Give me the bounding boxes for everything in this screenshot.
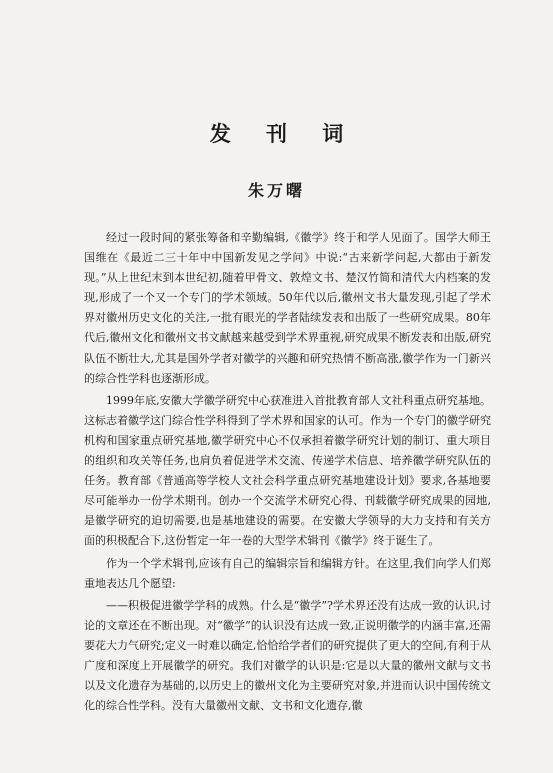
page-title: 发 刊 词 xyxy=(209,121,358,146)
paragraph-2: 1999年底,安徽大学徽学研究中心获准进入首批教育部人文社科重点研究基地。这标志着徽学这门综合性学科得到了学术界和国家的认可。作为一个专门的徽学研究机构和国家重点研究基地,徽学研究中心不仅承担着徽学研究计划的制订、重大项目的组织和攻关等任务,也肩负着促进学术交流、传递学术信息、培养徽学研究队伍的任务。教育部《普通高等学校人文社会科学重点研究基地建设计划》要求,各基地要尽可能举办一份学术期刊。创办一个交流学术研究心得、刊载徽学研究成果的园地,是徽学研究的迫切需要,也是基地建设的需要。在安徽大学领导的大力支持和有关方面的积极配合下,这份暂定一年一卷的大型学术辑刊《徽学》终于诞生了。 xyxy=(84,393,491,548)
body-text xyxy=(84,228,491,716)
paragraph-3: 作为一个学术辑刊,应该有自己的编辑宗旨和编辑方针。在这里,我们向学人们郑重地表达几个愿望: xyxy=(84,556,491,590)
paragraph-4: ——积极促进徽学学科的成熟。什么是“徽学”?学术界还没有达成一致的认识,讨论的文章还在不断出现。对“徽学”的认识没有达成一致,正说明徽学的内涵丰富,还需要花大力气研究;定义一时难以确定,恰恰给学者们的研究提供了更大的空间,有利于从广度和深度上开展徽学的研究。我们对徽学的认识是:它是以大量的徽州文献与文书以及文化遗存为基础的,以历史上的徽州文化为主要研究对象,并进而认识中国传统文化的综合性学科。没有大量徽州文献、文书和文化遗存,徽 xyxy=(84,598,491,713)
author-name: 朱万曙 xyxy=(247,181,305,200)
paragraph-1: 经过一段时间的紧张筹备和辛勤编辑,《徽学》终于和学人见面了。国学大师王国维在《最近二三十年中中国新发见之学问》中说:“古来新学问起,大都由于新发现。”从上世纪末到本世纪初,随着甲骨文、敦煌文书、楚汉竹简和清代大内档案的发现,形成了一个又一个专门的学术领域。50年代以后,徽州文书大量发现,引起了学术界对徽州历史文化的关注,一批有眼光的学者陆续发表和出版了一些研究成果。80年代后,徽州文化和徽州文书文献越来越受到学术界重视,研究成果不断发表和出版,研究队伍不断壮大,尤其是国外学者对徽学的兴趣和研究热情不断高涨,徽学作为一门新兴的综合性学科也逐渐形成。 xyxy=(84,231,491,385)
